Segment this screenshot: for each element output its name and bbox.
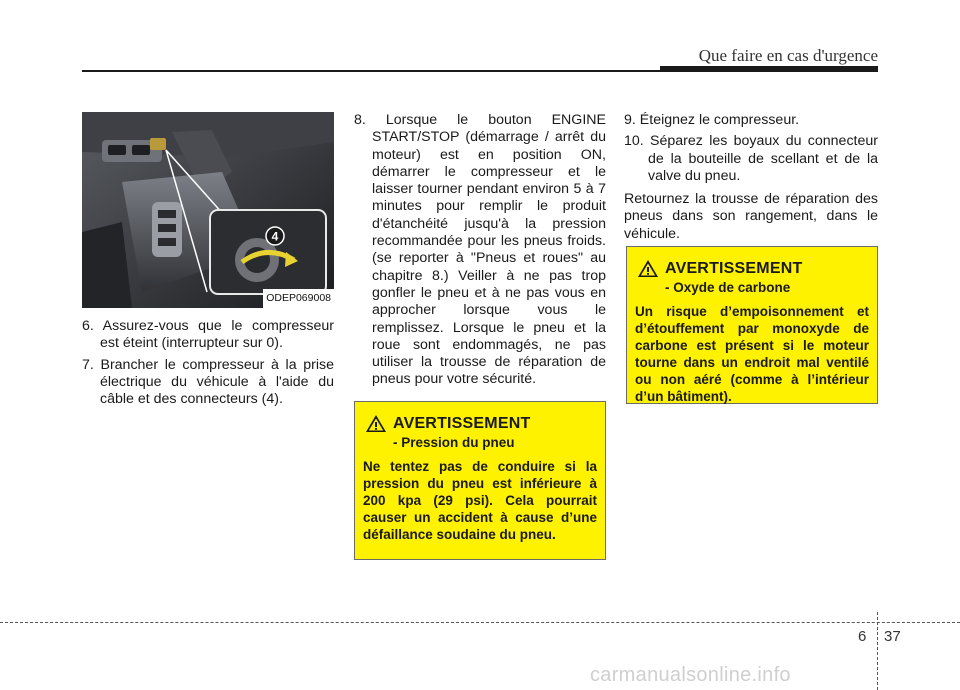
step-number: 10. [624, 133, 644, 150]
warning-title: AVERTISSEMENT [665, 259, 803, 277]
console-illustration [82, 112, 334, 308]
warning-text: Un risque d’empoisonnement et d’étouffement par monoxyde de carbone est présent si le moteur tourne dans un endroit mal ventilé ou non aéré (comme à l’intérieur d’un bâtiment). [635, 304, 869, 404]
step-text: Assurez-vous que le compresseur est éteint (interrupteur sur 0). [100, 318, 334, 352]
step-8 [354, 112, 606, 389]
column-3 [624, 112, 878, 243]
step-number: 8. [354, 112, 366, 128]
step-number: 9. [624, 112, 636, 128]
step-text: Éteignez le compresseur. [639, 112, 800, 128]
step-text: Séparez les boyaux du connecteur de la bouteille de scellant et de la valve du pneu. [648, 133, 878, 184]
warning-text: Ne tentez pas de conduire si la pression du pneu est inférieure à 200 kpa (29 psi). Cela pourrait causer un accident à cause d’une défaillance soudaine du pneu. [363, 459, 597, 542]
page-number: 37 [884, 628, 901, 645]
warning-subtitle: - Pression du pneu [393, 435, 515, 450]
step-number: 6. [82, 318, 94, 334]
warning-box-carbon-monoxide [626, 246, 878, 404]
compressor-plug-figure [82, 112, 334, 308]
warning-triangle-icon [365, 414, 387, 433]
step-number: 7. [82, 356, 94, 373]
return-kit-paragraph: Retournez la trousse de réparation des pneus dans son rangement, dans le véhicule. [624, 191, 878, 242]
warning-triangle-icon [637, 259, 659, 278]
warning-title: AVERTISSEMENT [393, 414, 531, 432]
warning-header [363, 414, 597, 433]
step-7 [82, 357, 334, 409]
warning-subtitle: - Oxyde de carbone [665, 280, 791, 295]
chapter-number: 6 [858, 628, 867, 645]
header-rule-accent [660, 66, 878, 72]
figure-label: ODEP069008 [263, 289, 334, 308]
step-9 [624, 112, 878, 129]
warning-box-tire-pressure [354, 401, 606, 560]
steps-list-1 [82, 318, 334, 408]
step-6 [82, 318, 334, 353]
step-10 [624, 133, 878, 185]
column-2 [354, 112, 606, 393]
column-1 [82, 112, 334, 412]
footer-vertical-rule [877, 612, 878, 690]
step-text: Lorsque le bouton ENGINE START/STOP (démarrage / arrêt du moteur) est en position ON, démarrer le compresseur et le laisser tourner pendant environ 5 à 7 minutes pour remplir le produit d'étanchéité jusqu'à la pression recommandée pour les pneus froids. (se reporter à "Pneus et roues" au chapitre 8.) Veiller à ne pas trop gonfler le pneu et à ne pas vous en approcher lorsque vous le remplissez. Lorsque le pneu et la roue sont endommagés, ne pas utiliser la trousse de réparation de pneus pour votre sécurité. [372, 112, 606, 388]
warning-header [635, 259, 869, 278]
step-text: Brancher le compresseur à la prise électrique du véhicule à l'aide du câble et des connecteurs (4). [100, 356, 334, 408]
watermark-text: carmanualsonline.info [590, 664, 791, 686]
footer-dashed-rule [0, 622, 960, 623]
page-header-title: Que faire en cas d'urgence [698, 46, 878, 65]
figure-callout-number: 4 [271, 229, 279, 244]
